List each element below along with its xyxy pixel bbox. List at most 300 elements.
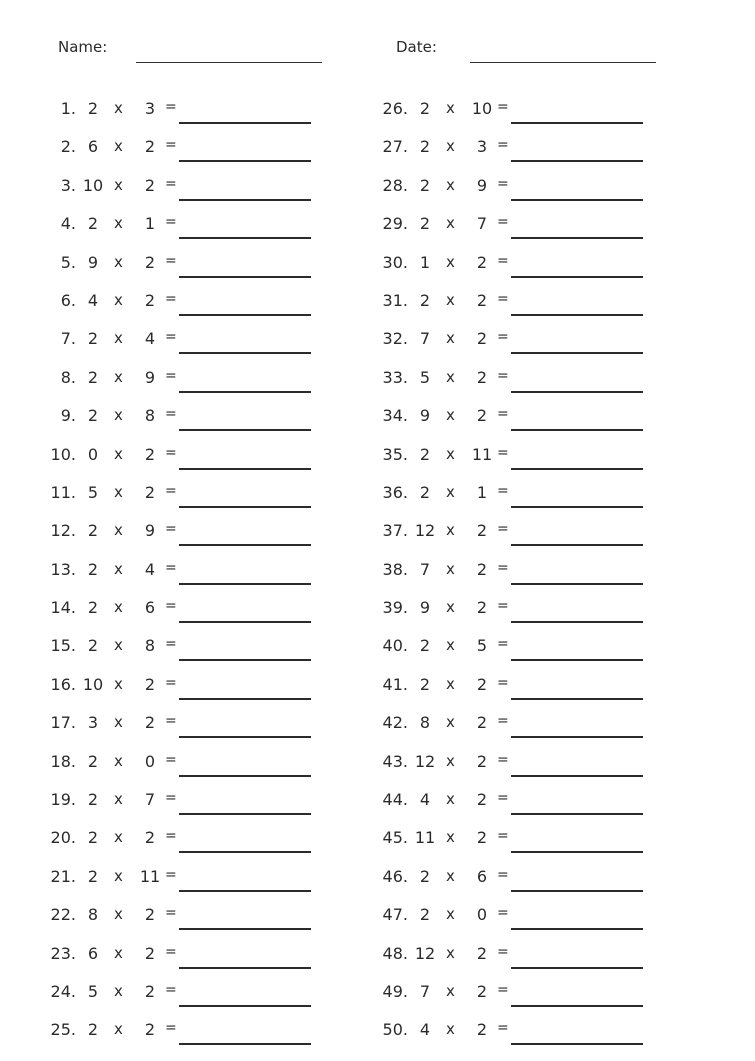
operand-b: 2 [476, 521, 488, 541]
answer-line[interactable] [511, 199, 643, 201]
operand-a: 2 [87, 367, 99, 387]
problem-number: 6. [60, 290, 76, 310]
operand-a: 10 [82, 175, 104, 195]
multiply-sign: x [114, 751, 123, 770]
operand-b: 2 [476, 406, 488, 426]
operand-b: 2 [476, 713, 488, 733]
problem-number: 45. [382, 828, 408, 848]
equals-sign: = [497, 751, 509, 768]
answer-line[interactable] [511, 890, 643, 892]
equals-sign: = [165, 790, 177, 807]
problem-number: 7. [60, 329, 76, 349]
answer-line[interactable] [179, 967, 311, 969]
problem-number: 13. [50, 559, 76, 579]
operand-a: 2 [419, 905, 431, 925]
equals-sign: = [165, 866, 177, 883]
operand-a: 2 [419, 636, 431, 656]
problem-number: 28. [382, 175, 408, 195]
answer-line[interactable] [179, 851, 311, 853]
operand-a: 2 [87, 790, 99, 810]
multiply-sign: x [114, 137, 123, 156]
answer-line[interactable] [511, 736, 643, 738]
equals-sign: = [165, 981, 177, 998]
problem-number: 22. [50, 905, 76, 925]
problem-number: 26. [382, 99, 408, 118]
multiply-sign: x [114, 790, 123, 809]
operand-b: 2 [476, 828, 488, 848]
multiply-sign: x [114, 636, 123, 655]
operand-a: 8 [87, 905, 99, 925]
multiply-sign: x [446, 598, 455, 617]
equals-sign: = [497, 598, 509, 615]
equals-sign: = [165, 367, 177, 384]
problem-number: 8. [60, 367, 76, 387]
problem-number: 32. [382, 329, 408, 349]
multiply-sign: x [446, 99, 455, 117]
problem-number: 48. [382, 943, 408, 963]
name-label: Name: [58, 38, 108, 56]
operand-a: 6 [87, 137, 99, 157]
problem-number: 15. [50, 636, 76, 656]
problem-number: 18. [50, 751, 76, 771]
multiply-sign: x [114, 406, 123, 425]
equals-sign: = [497, 521, 509, 538]
operand-a: 2 [419, 214, 431, 234]
answer-line[interactable] [511, 468, 643, 470]
operand-a: 9 [419, 598, 431, 618]
operand-b: 11 [471, 444, 493, 464]
operand-a: 2 [419, 99, 431, 118]
multiply-sign: x [446, 866, 455, 885]
equals-sign: = [497, 482, 509, 499]
multiply-sign: x [446, 751, 455, 770]
multiply-sign: x [114, 367, 123, 386]
problem-number: 11. [50, 482, 76, 502]
operand-a: 4 [87, 290, 99, 310]
operand-b: 2 [476, 252, 488, 272]
problem-number: 23. [50, 943, 76, 963]
name-field[interactable] [136, 62, 322, 63]
answer-line[interactable] [511, 160, 643, 162]
answer-line[interactable] [179, 698, 311, 700]
operand-a: 5 [87, 482, 99, 502]
operand-b: 2 [476, 943, 488, 963]
answer-line[interactable] [179, 429, 311, 431]
problem-number: 9. [60, 406, 76, 426]
equals-sign: = [497, 866, 509, 883]
answer-line[interactable] [511, 429, 643, 431]
answer-line[interactable] [511, 1005, 643, 1007]
multiply-sign: x [114, 713, 123, 732]
equals-sign: = [497, 1020, 509, 1037]
answer-line[interactable] [179, 237, 311, 239]
problem-number: 25. [50, 1020, 76, 1040]
answer-line[interactable] [511, 659, 643, 661]
operand-b: 2 [476, 790, 488, 810]
answer-line[interactable] [511, 775, 643, 777]
equals-sign: = [497, 137, 509, 154]
equals-sign: = [497, 713, 509, 730]
multiply-sign: x [446, 790, 455, 809]
answer-line[interactable] [511, 1043, 643, 1045]
answer-line[interactable] [179, 775, 311, 777]
answer-line[interactable] [179, 1005, 311, 1007]
problem-number: 4. [60, 214, 76, 234]
operand-b: 6 [476, 866, 488, 886]
operand-a: 2 [87, 751, 99, 771]
equals-sign: = [497, 790, 509, 807]
operand-b: 2 [144, 444, 156, 464]
operand-a: 2 [87, 636, 99, 656]
answer-line[interactable] [179, 468, 311, 470]
operand-a: 12 [414, 943, 436, 963]
equals-sign: = [497, 636, 509, 653]
operand-a: 2 [419, 444, 431, 464]
operand-a: 2 [87, 329, 99, 349]
operand-b: 2 [476, 290, 488, 310]
multiply-sign: x [446, 290, 455, 309]
operand-b: 2 [144, 905, 156, 925]
operand-b: 2 [476, 367, 488, 387]
problem-number: 12. [50, 521, 76, 541]
operand-b: 4 [144, 559, 156, 579]
equals-sign: = [165, 137, 177, 154]
operand-a: 2 [419, 175, 431, 195]
equals-sign: = [165, 252, 177, 269]
equals-sign: = [165, 559, 177, 576]
multiply-sign: x [446, 521, 455, 540]
operand-b: 2 [144, 981, 156, 1001]
answer-line[interactable] [179, 544, 311, 546]
operand-b: 0 [144, 751, 156, 771]
operand-b: 2 [476, 981, 488, 1001]
problem-number: 42. [382, 713, 408, 733]
equals-sign: = [497, 406, 509, 423]
problem-number: 14. [50, 598, 76, 618]
operand-a: 4 [419, 1020, 431, 1040]
multiply-sign: x [114, 598, 123, 617]
operand-b: 2 [144, 943, 156, 963]
equals-sign: = [497, 290, 509, 307]
operand-b: 2 [144, 482, 156, 502]
answer-line[interactable] [511, 621, 643, 623]
answer-line[interactable] [511, 276, 643, 278]
operand-b: 8 [144, 636, 156, 656]
problem-number: 24. [50, 981, 76, 1001]
operand-b: 2 [476, 1020, 488, 1040]
equals-sign: = [165, 444, 177, 461]
operand-a: 7 [419, 329, 431, 349]
multiply-sign: x [114, 175, 123, 194]
operand-b: 2 [476, 329, 488, 349]
problem-number: 40. [382, 636, 408, 656]
multiply-sign: x [114, 905, 123, 924]
operand-a: 2 [87, 406, 99, 426]
problem-number: 5. [60, 252, 76, 272]
multiply-sign: x [446, 214, 455, 233]
problem-number: 44. [382, 790, 408, 810]
equals-sign: = [165, 943, 177, 960]
operand-a: 2 [87, 559, 99, 579]
answer-line[interactable] [179, 890, 311, 892]
operand-b: 10 [471, 99, 493, 118]
problem-number: 21. [50, 866, 76, 886]
multiply-sign: x [446, 252, 455, 271]
operand-a: 5 [87, 981, 99, 1001]
equals-sign: = [165, 1020, 177, 1037]
answer-line[interactable] [511, 352, 643, 354]
answer-line[interactable] [511, 314, 643, 316]
equals-sign: = [497, 99, 509, 115]
answer-line[interactable] [511, 851, 643, 853]
multiply-sign: x [446, 482, 455, 501]
operand-b: 5 [476, 636, 488, 656]
multiply-sign: x [114, 329, 123, 348]
equals-sign: = [497, 329, 509, 346]
multiply-sign: x [446, 636, 455, 655]
problem-number: 37. [382, 521, 408, 541]
answer-line[interactable] [179, 736, 311, 738]
multiply-sign: x [114, 521, 123, 540]
answer-line[interactable] [179, 659, 311, 661]
operand-b: 2 [476, 674, 488, 694]
answer-line[interactable] [179, 506, 311, 508]
operand-a: 2 [419, 674, 431, 694]
problem-number: 29. [382, 214, 408, 234]
multiply-sign: x [446, 828, 455, 847]
answer-line[interactable] [179, 1043, 311, 1045]
equals-sign: = [497, 367, 509, 384]
answer-line[interactable] [511, 928, 643, 930]
answer-line[interactable] [179, 583, 311, 585]
multiply-sign: x [114, 866, 123, 885]
answer-line[interactable] [179, 813, 311, 815]
operand-b: 2 [144, 137, 156, 157]
answer-line[interactable] [179, 276, 311, 278]
operand-b: 0 [476, 905, 488, 925]
operand-a: 2 [87, 866, 99, 886]
multiply-sign: x [446, 713, 455, 732]
operand-b: 2 [476, 598, 488, 618]
operand-a: 9 [419, 406, 431, 426]
equals-sign: = [497, 175, 509, 192]
problem-number: 27. [382, 137, 408, 157]
problem-number: 38. [382, 559, 408, 579]
problem-number: 50. [382, 1020, 408, 1040]
operand-b: 9 [144, 521, 156, 541]
problem-number: 16. [50, 674, 76, 694]
answer-line[interactable] [179, 352, 311, 354]
multiply-sign: x [114, 99, 123, 117]
answer-line[interactable] [511, 813, 643, 815]
operand-a: 1 [419, 252, 431, 272]
multiply-sign: x [446, 406, 455, 425]
answer-line[interactable] [179, 314, 311, 316]
operand-b: 11 [139, 866, 161, 886]
equals-sign: = [165, 521, 177, 538]
multiply-sign: x [114, 444, 123, 463]
problem-number: 2. [60, 137, 76, 157]
multiply-sign: x [446, 329, 455, 348]
operand-b: 2 [144, 1020, 156, 1040]
problem-number: 10. [50, 444, 76, 464]
problem-number: 35. [382, 444, 408, 464]
operand-a: 8 [419, 713, 431, 733]
answer-line[interactable] [511, 583, 643, 585]
operand-a: 2 [87, 99, 99, 118]
multiply-sign: x [114, 214, 123, 233]
operand-a: 2 [87, 828, 99, 848]
operand-a: 2 [87, 1020, 99, 1040]
multiply-sign: x [446, 559, 455, 578]
equals-sign: = [165, 99, 177, 115]
date-field[interactable] [470, 62, 656, 63]
multiply-sign: x [114, 1020, 123, 1039]
multiply-sign: x [114, 943, 123, 962]
answer-line[interactable] [511, 544, 643, 546]
equals-sign: = [165, 828, 177, 845]
equals-sign: = [497, 674, 509, 691]
equals-sign: = [497, 828, 509, 845]
operand-a: 3 [87, 713, 99, 733]
problem-number: 19. [50, 790, 76, 810]
operand-a: 11 [414, 828, 436, 848]
multiply-sign: x [446, 943, 455, 962]
problem-number: 34. [382, 406, 408, 426]
operand-b: 6 [144, 598, 156, 618]
answer-line[interactable] [511, 122, 643, 124]
multiply-sign: x [114, 559, 123, 578]
problem-number: 46. [382, 866, 408, 886]
problem-number: 43. [382, 751, 408, 771]
operand-b: 7 [144, 790, 156, 810]
multiply-sign: x [446, 444, 455, 463]
answer-line[interactable] [179, 199, 311, 201]
operand-b: 7 [476, 214, 488, 234]
operand-b: 2 [144, 290, 156, 310]
multiply-sign: x [114, 290, 123, 309]
answer-line[interactable] [511, 237, 643, 239]
answer-line[interactable] [179, 928, 311, 930]
equals-sign: = [497, 252, 509, 269]
answer-line[interactable] [511, 698, 643, 700]
answer-line[interactable] [179, 122, 311, 124]
operand-b: 2 [144, 713, 156, 733]
operand-b: 9 [144, 367, 156, 387]
problem-number: 17. [50, 713, 76, 733]
operand-b: 2 [476, 559, 488, 579]
answer-line[interactable] [179, 621, 311, 623]
equals-sign: = [497, 943, 509, 960]
operand-a: 2 [419, 482, 431, 502]
multiply-sign: x [446, 674, 455, 693]
operand-a: 10 [82, 674, 104, 694]
operand-b: 2 [144, 175, 156, 195]
equals-sign: = [165, 751, 177, 768]
problem-number: 36. [382, 482, 408, 502]
operand-b: 4 [144, 329, 156, 349]
operand-b: 3 [476, 137, 488, 157]
answer-line[interactable] [179, 160, 311, 162]
equals-sign: = [497, 444, 509, 461]
operand-a: 5 [419, 367, 431, 387]
equals-sign: = [165, 905, 177, 922]
operand-a: 12 [414, 751, 436, 771]
operand-a: 2 [419, 866, 431, 886]
problem-number: 49. [382, 981, 408, 1001]
operand-a: 7 [419, 559, 431, 579]
problem-number: 30. [382, 252, 408, 272]
equals-sign: = [497, 214, 509, 231]
operand-b: 1 [144, 214, 156, 234]
multiply-sign: x [114, 674, 123, 693]
operand-a: 2 [419, 290, 431, 310]
problem-number: 1. [60, 99, 76, 118]
operand-b: 2 [476, 751, 488, 771]
equals-sign: = [165, 406, 177, 423]
multiply-sign: x [446, 137, 455, 156]
equals-sign: = [165, 598, 177, 615]
multiply-sign: x [114, 981, 123, 1000]
answer-line[interactable] [179, 391, 311, 393]
problem-number: 3. [60, 175, 76, 195]
multiply-sign: x [114, 252, 123, 271]
operand-a: 0 [87, 444, 99, 464]
equals-sign: = [165, 214, 177, 231]
operand-b: 3 [144, 99, 156, 118]
operand-b: 2 [144, 252, 156, 272]
operand-a: 9 [87, 252, 99, 272]
multiply-sign: x [446, 981, 455, 1000]
operand-a: 12 [414, 521, 436, 541]
equals-sign: = [497, 905, 509, 922]
multiply-sign: x [446, 905, 455, 924]
equals-sign: = [165, 175, 177, 192]
equals-sign: = [165, 674, 177, 691]
operand-b: 9 [476, 175, 488, 195]
operand-b: 1 [476, 482, 488, 502]
answer-line[interactable] [511, 967, 643, 969]
operand-b: 2 [144, 674, 156, 694]
problem-number: 31. [382, 290, 408, 310]
operand-a: 7 [419, 981, 431, 1001]
operand-a: 6 [87, 943, 99, 963]
operand-a: 4 [419, 790, 431, 810]
operand-a: 2 [87, 214, 99, 234]
equals-sign: = [165, 329, 177, 346]
answer-line[interactable] [511, 391, 643, 393]
equals-sign: = [165, 290, 177, 307]
equals-sign: = [165, 636, 177, 653]
operand-a: 2 [419, 137, 431, 157]
operand-a: 2 [87, 521, 99, 541]
multiply-sign: x [114, 828, 123, 847]
operand-b: 2 [144, 828, 156, 848]
equals-sign: = [497, 559, 509, 576]
date-label: Date: [396, 38, 437, 56]
operand-b: 8 [144, 406, 156, 426]
problem-number: 41. [382, 674, 408, 694]
multiply-sign: x [114, 482, 123, 501]
problem-number: 33. [382, 367, 408, 387]
operand-a: 2 [87, 598, 99, 618]
equals-sign: = [165, 482, 177, 499]
multiply-sign: x [446, 175, 455, 194]
problem-number: 47. [382, 905, 408, 925]
answer-line[interactable] [511, 506, 643, 508]
multiply-sign: x [446, 367, 455, 386]
multiply-sign: x [446, 1020, 455, 1039]
